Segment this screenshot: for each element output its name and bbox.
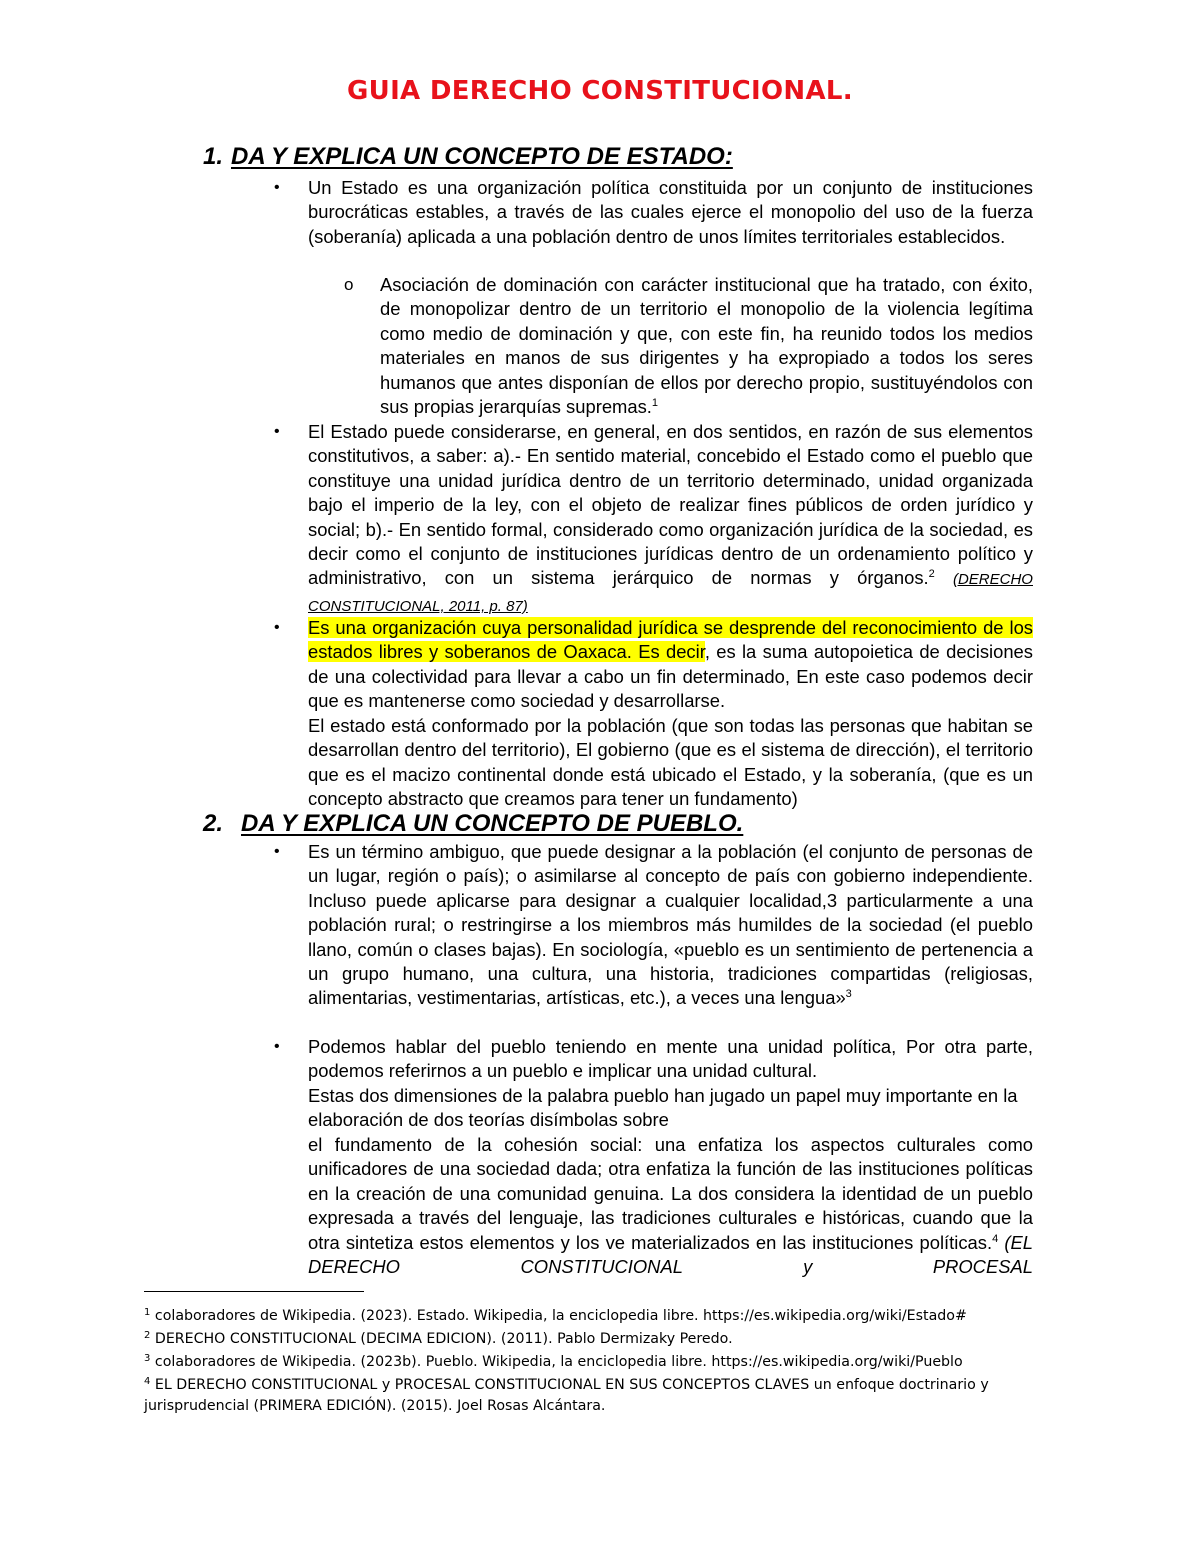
footnote-2 [144,1329,1064,1350]
sub-paragraph-text: Asociación de dominación con carácter institucional que ha tratado, con éxito, de monopolizar dentro de un territorio el monopolio de la violencia legítima como medio de dominación y que, con este fin, ha reunido todos los medios materiales en manos de sus dirigentes y ha expropiado a todos los seres humanos que antes disponían de ellos por derecho propio, sustituyéndolos con sus propias jerarquías supremas. [380,274,1033,418]
footnote-marker-3: 3 [845,988,852,1001]
sub-bullet-icon: o [344,275,354,294]
section-2-paragraph-3a: Estas dos dimensiones de la palabra pueblo han jugado un papel muy importante en la elaboración de dos teorías disímbolas sobre [308,1085,1018,1131]
footnote-separator [144,1291,364,1292]
section-2-number: 2. [203,810,224,837]
footnote-marker-1: 1 [651,397,659,410]
citation-reference: (EL DERECHO CONSTITUCIONAL y PROCESAL [308,1231,1033,1278]
section-2-paragraph-1 [308,840,1033,1011]
section-1-paragraph-2 [308,420,1033,619]
section-1-sub-paragraph [380,273,1033,419]
paragraph-3-text: , es la suma autopoietica de decisiones de una colectividad para llevar a cabo un fin determinado, En este caso podemos decir que es mantenerse como sociedad y desarrollarse. [308,641,1033,712]
footnote-1 [144,1306,1064,1327]
footnote-text: jurisprudencial (PRIMERA EDICIÓN). (2015). Joel Rosas Alcántara. [144,1398,606,1414]
paragraph-1-text: Es un término ambiguo, que puede designar a la población (el conjunto de personas de un lugar, región o país); o asimilarse al concepto de país con gobierno independiente. Incluso puede aplicarse para designar a cualquier localidad,3 particularmente a una población rural; o restringirse a los miembros más humildes de la sociedad (el pueblo llano, común o clases bajas). En sociología, «pueblo es un sentimiento de pertenencia a un grupo humano, una cultura, una historia, tradiciones compartidas (religiosas, alimentarias, vestimentarias, artísticas, etc.), a veces una lengua» [308,841,1033,1009]
footnote-number: 3 [144,1353,151,1364]
bullet-icon: • [274,1038,280,1055]
footnote-text: colaboradores de Wikipedia. (2023). Estado. Wikipedia, la enciclopedia libre. https://es.wikipedia.org/wiki/Estado# [154,1308,967,1324]
footnote-text: colaboradores de Wikipedia. (2023b). Pueblo. Wikipedia, la enciclopedia libre. https://es.wikipedia.org/wiki/Pueblo [154,1354,963,1370]
bullet-icon: • [274,843,280,860]
citation-reference: (DERECHO CONSTITUCIONAL, 2011, p. 87) [308,571,1033,615]
bullet-icon: • [274,423,280,440]
section-1-paragraph-1: Un Estado es una organización política constituida por un conjunto de instituciones burocráticas estables, a través de las cuales ejerce el monopolio del uso de la fuerza (soberanía) aplicada a una población dentro de unos límites territoriales establecidos. [308,177,1033,247]
section-1-paragraph-4: El estado está conformado por la población (que son todas las personas que habitan se desarrollan dentro del territorio), El gobierno (que es el sistema de dirección), el territorio que es el macizo continental donde está ubicado el Estado, y la soberanía, (que es un concepto abstracto que creamos para tener un fundamento) [308,715,1033,810]
footnote-4 [144,1375,1064,1396]
paragraph-2-text: El Estado puede considerarse, en general, en dos sentidos, en razón de sus elementos constitutivos, a saber: a).- En sentido material, concebido el Estado como el pueblo que constituye una unidad jurídica dentro de un territorio determinado, unidad organizada bajo el imperio de la ley, con el objeto de realizar fines públicos de orden jurídico y social; b).- En sentido formal, considerado como organización jurídica de la sociedad, es decir como el conjunto de instituciones jurídicas dentro de un ordenamiento político y administrativo, con un sistema jerárquico de normas y órganos. [308,421,1033,589]
bullet-icon: • [274,179,280,196]
footnote-3 [144,1352,1064,1373]
footnote-marker-2: 2 [928,568,935,581]
section-1-heading-text: DA Y EXPLICA UN CONCEPTO DE ESTADO: [231,143,733,170]
footnote-marker-4: 4 [992,1232,999,1245]
footnote-4-continued [144,1396,1064,1417]
footnote-number: 1 [144,1307,151,1318]
section-1-paragraph-3 [308,616,1033,714]
section-2-paragraph-2: Podemos hablar del pueblo teniendo en mente una unidad política, Por otra parte, podemos referirnos a un pueblo e implicar una unidad cultural. [308,1036,1033,1082]
footnote-number: 2 [144,1330,151,1341]
footnote-number: 4 [144,1376,151,1387]
footnote-text: DERECHO CONSTITUCIONAL (DECIMA EDICION). (2011). Pablo Dermizaky Peredo. [154,1331,733,1347]
footnote-text: EL DERECHO CONSTITUCIONAL y PROCESAL CONSTITUCIONAL EN SUS CONCEPTOS CLAVES un enfoque doctrinario y [154,1377,989,1393]
section-1-heading [203,143,733,171]
highlighted-text: Es una organización cuya personalidad jurídica se desprende del reconocimiento de los estados libres y soberanos de Oaxaca. Es decir [308,617,1033,663]
section-2-heading [203,810,743,838]
paragraph-3b-text: el fundamento de la cohesión social: una enfatiza los aspectos culturales como unificadores de una sociedad dada; otra enfatiza la función de las instituciones políticas en la creación de una comunidad genuina. La dos considera la identidad de un pueblo expresada a través del lenguaje, las tradiciones culturales e históricas, cuando que la otra sintetiza estos elementos y los ve materializados en las instituciones políticas. [308,1134,1033,1253]
document-title: GUIA DERECHO CONSTITUCIONAL. [347,76,853,106]
bullet-icon: • [274,619,280,636]
section-2-heading-text: DA Y EXPLICA UN CONCEPTO DE PUEBLO. [241,810,744,837]
section-2-paragraph-3b [308,1133,1033,1279]
section-1-number: 1. [203,143,224,170]
